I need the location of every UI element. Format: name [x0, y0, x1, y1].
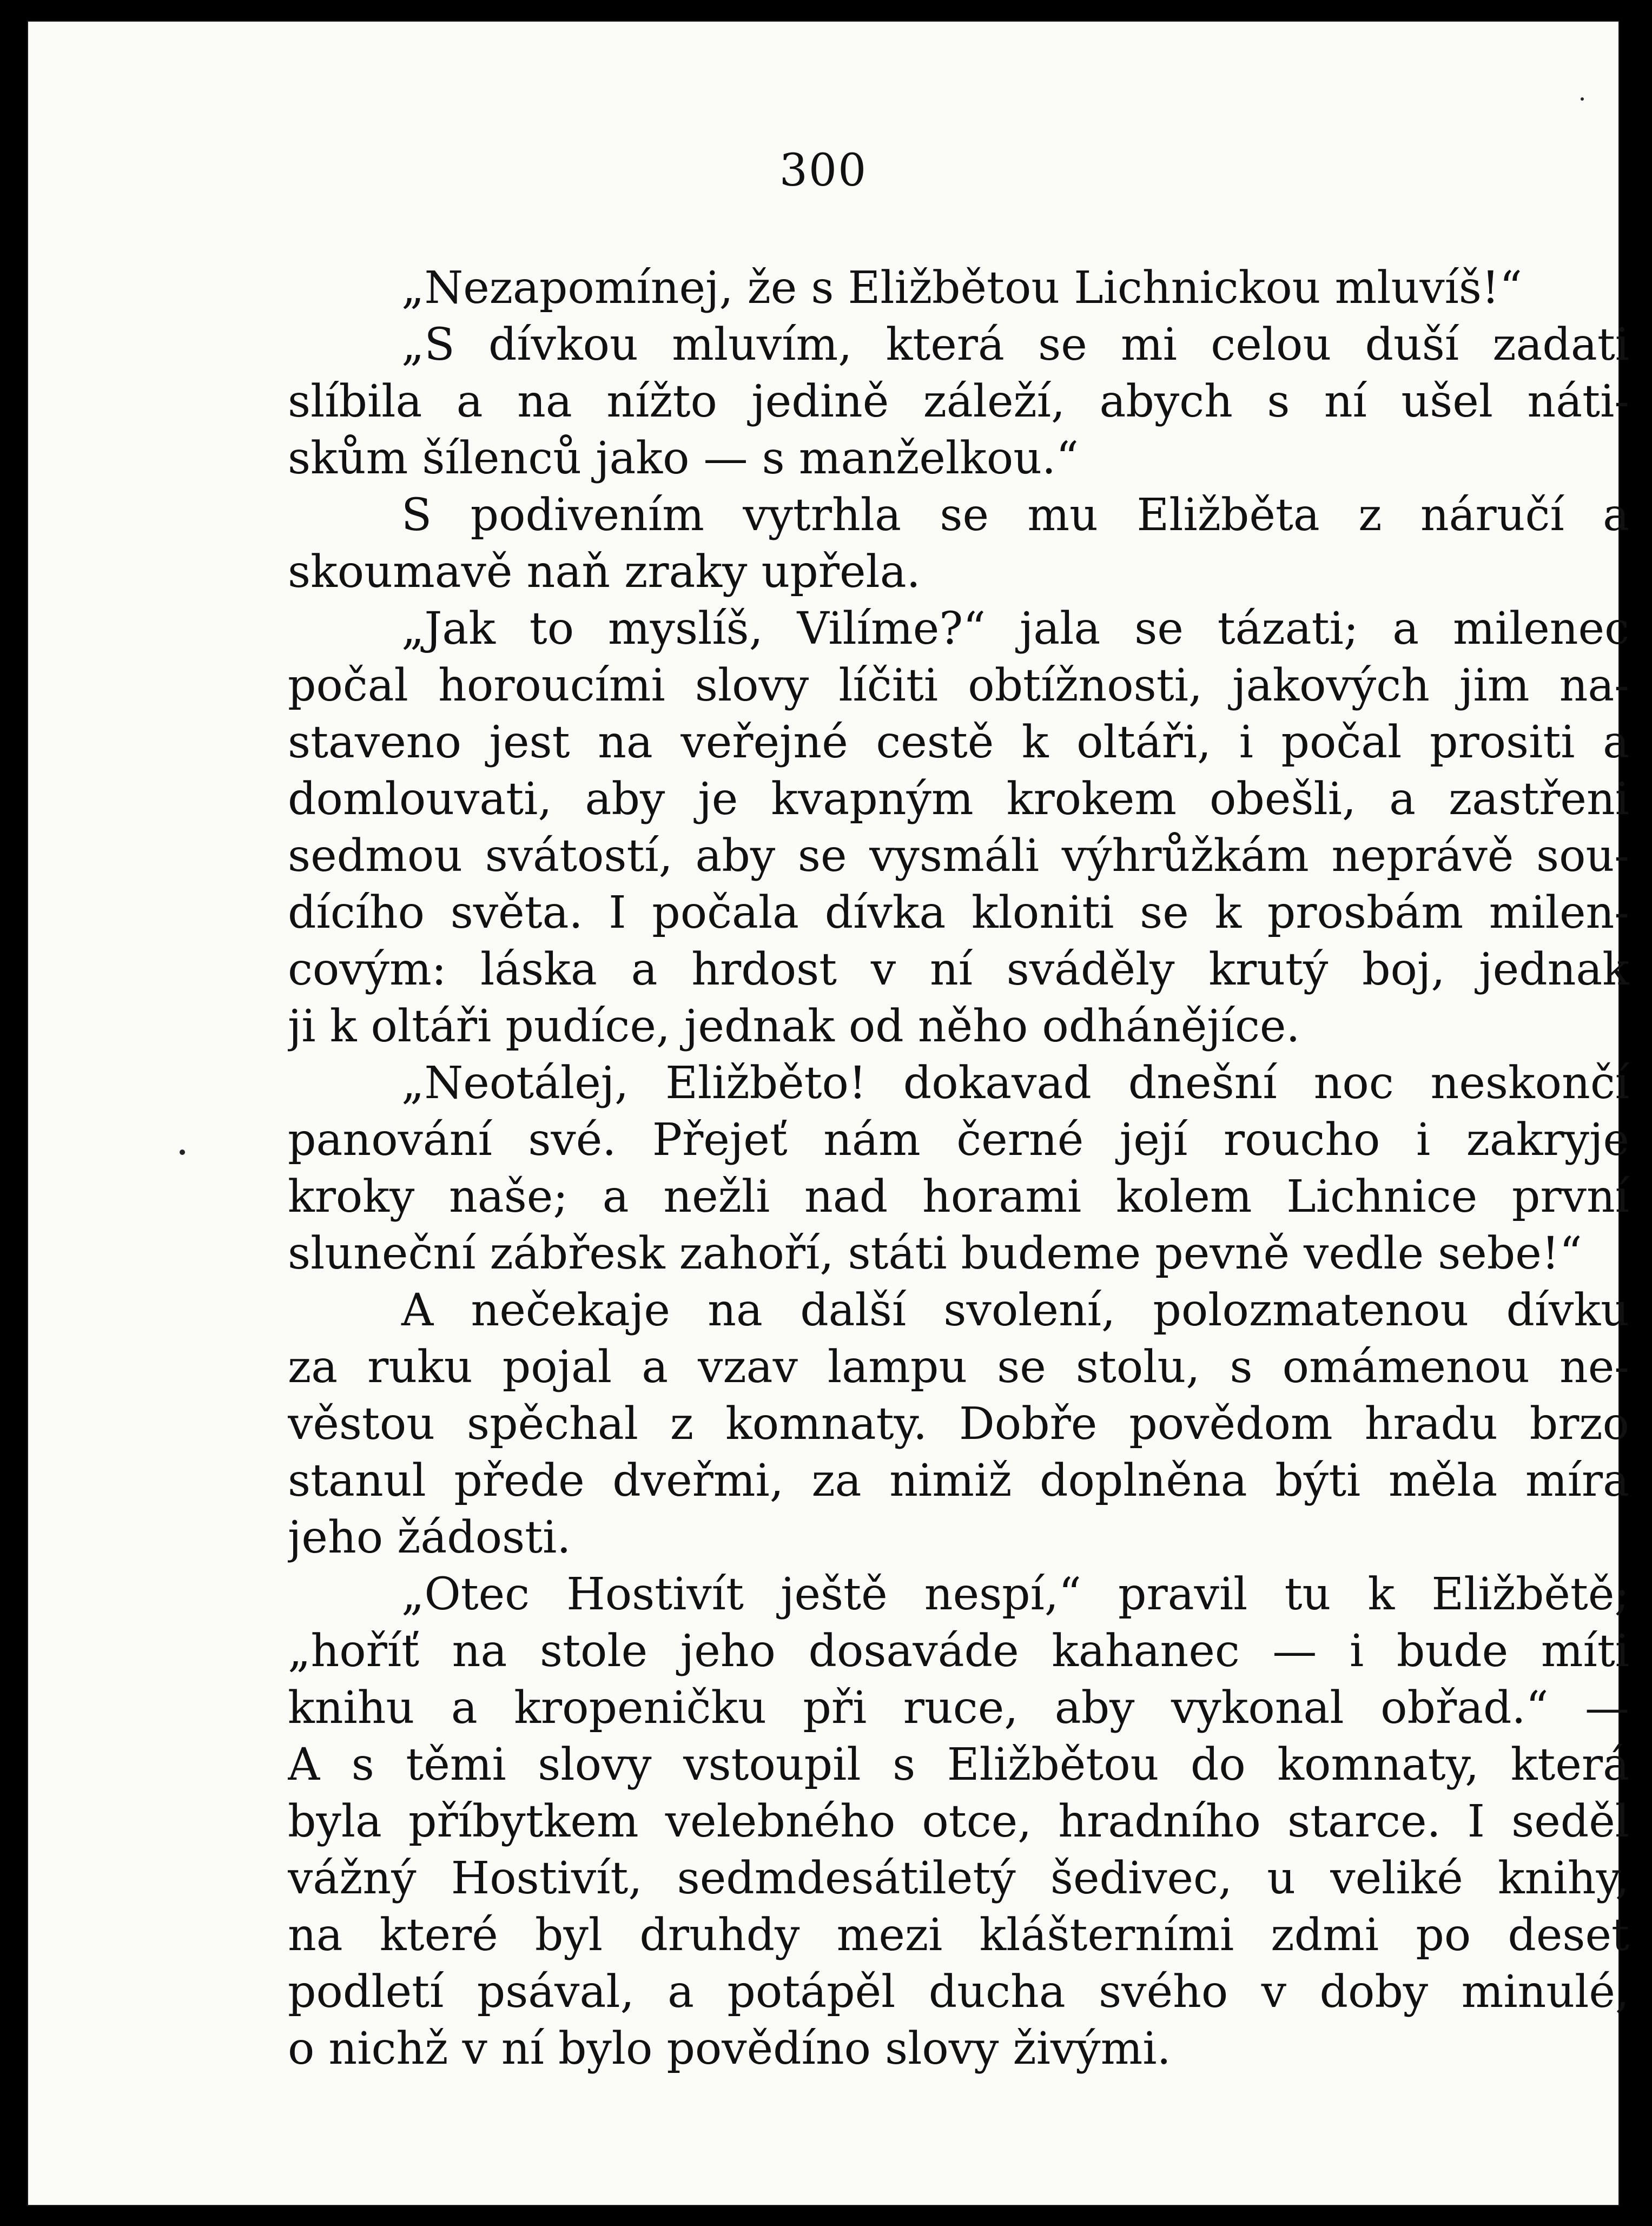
text-line: staveno jest na veřejné cestě k oltáři, i počal prositi a: [288, 717, 1629, 768]
body-text: [288, 260, 1629, 2077]
text-line: A nečekaje na další svolení, polozmatenou dívku: [401, 1285, 1629, 1336]
text-line: stanul přede dveřmi, za nimiž doplněna býti měla míra: [288, 1455, 1629, 1507]
text-line: sedmou svátostí, aby se vysmáli výhrůžkám neprávě sou-: [288, 830, 1629, 882]
page-number: 300: [779, 145, 868, 196]
text-line: kroky naše; a nežli nad horami kolem Lichnice první: [288, 1171, 1629, 1223]
text-line: ji k oltáři pudíce, jednak od něho odhánějíce.: [288, 1001, 1300, 1052]
paper-speck: [180, 1150, 185, 1155]
text-line: panování své. Přejeť nám černé její roucho i zakryje: [288, 1114, 1629, 1166]
text-line: „Jak to myslíš, Vilíme?“ jala se tázati; a milenec: [401, 603, 1629, 655]
text-line: jeho žádosti.: [288, 1512, 571, 1563]
text-line: „hoříť na stole jeho dosaváde kahanec — i bude míti: [288, 1626, 1629, 1677]
text-line: „Nezapomínej, že s Eližbětou Lichnickou mluvíš!“: [401, 262, 1522, 314]
text-line: „S dívkou mluvím, která se mi celou duší zadati: [401, 319, 1629, 371]
paper-speck: [1581, 97, 1584, 101]
text-line: A s těmi slovy vstoupil s Eližbětou do komnaty, která: [288, 1739, 1629, 1791]
text-line: domlouvati, aby je kvapným krokem obešli, a zastřeni: [288, 774, 1629, 825]
text-line: dícího světa. I počala dívka kloniti se k prosbám milen-: [288, 887, 1629, 939]
text-line: skům šílenců jako — s manželkou.“: [288, 433, 1079, 484]
text-line: sluneční zábřesk zahoří, státi budeme pevně vedle sebe!“: [288, 1228, 1582, 1279]
text-line: podletí psával, a potápěl ducha svého v doby minulé,: [288, 1966, 1629, 2018]
text-line: vážný Hostivít, sedmdesátiletý šedivec, u veliké knihy,: [288, 1853, 1629, 1904]
text-line: počal horoucími slovy líčiti obtížnosti, jakových jim na-: [288, 660, 1629, 711]
text-line: za ruku pojal a vzav lampu se stolu, s omámenou ne-: [288, 1342, 1629, 1393]
text-line: „Otec Hostivít ještě nespí,“ pravil tu k Eližbětě;: [401, 1569, 1629, 1620]
text-line: slíbila a na nížto jedině záleží, abych s ní ušel náti-: [288, 376, 1629, 427]
text-line: S podivením vytrhla se mu Eližběta z náručí a: [401, 490, 1629, 541]
text-line: byla příbytkem velebného otce, hradního starce. I seděl: [288, 1796, 1629, 1847]
text-line: covým: láska a hrdost v ní sváděly krutý boj, jednak: [288, 944, 1629, 995]
text-line: na které byl druhdy mezi klášterními zdmi po deset: [288, 1910, 1629, 1961]
book-page: [27, 21, 1629, 2206]
text-line: knihu a kropeničku při ruce, aby vykonal obřad.“ —: [288, 1682, 1629, 1734]
text-line: věstou spěchal z komnaty. Dobře povědom hradu brzo: [288, 1398, 1629, 1450]
text-line: „Neotálej, Eližběto! dokavad dnešní noc neskončí: [401, 1058, 1629, 1109]
text-line: o nichž v ní bylo povědíno slovy živými.: [288, 2023, 1171, 2075]
text-line: skoumavě naň zraky upřela.: [288, 546, 921, 598]
